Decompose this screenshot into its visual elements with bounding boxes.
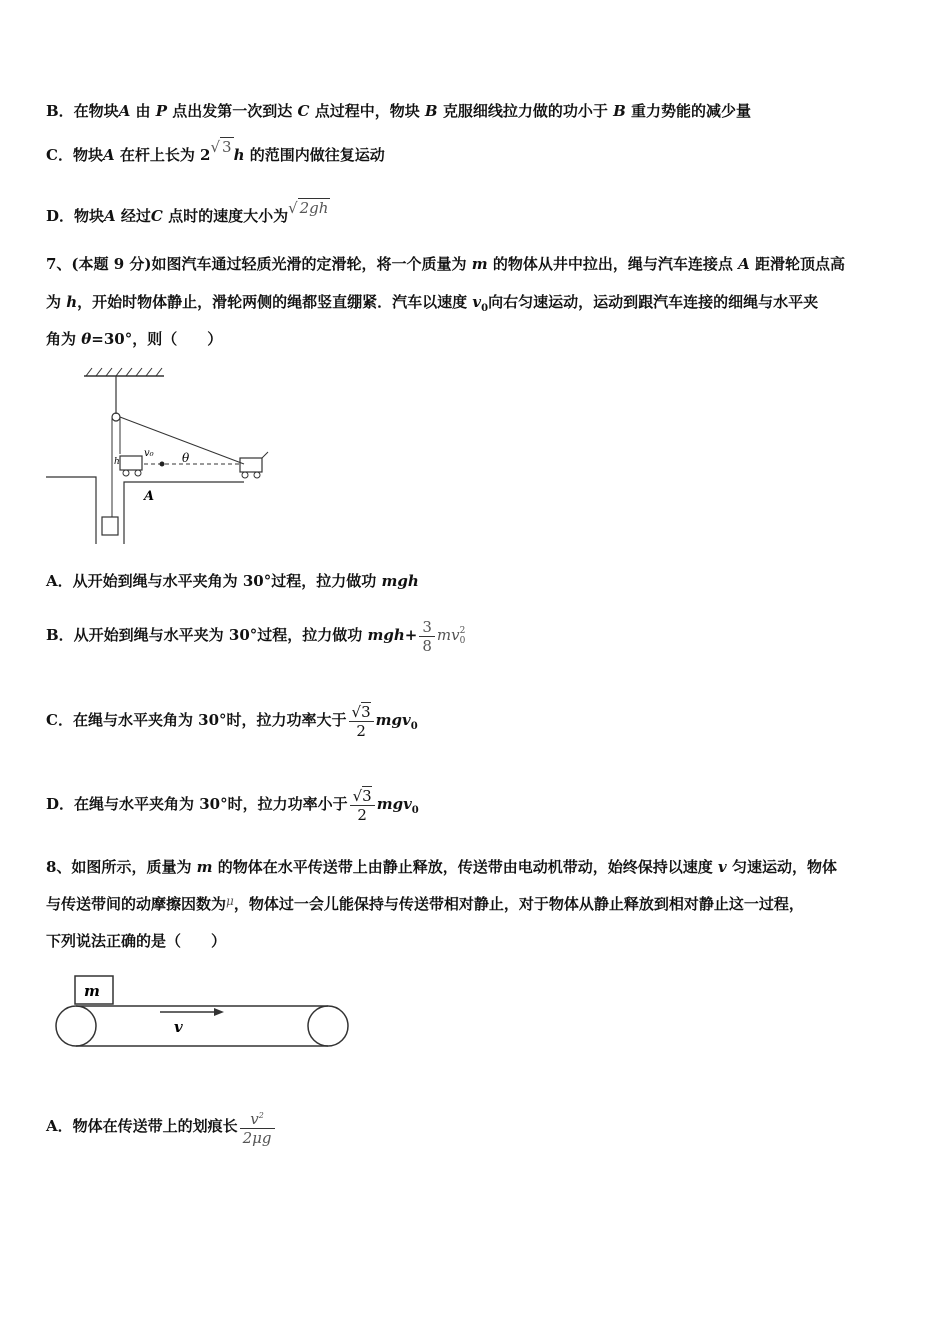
q6-option-c: C．物块A 在杆上长为 2√ 3 h 的范围内做往复运动 bbox=[46, 138, 385, 164]
fig-label-h: h bbox=[114, 457, 120, 467]
q7-stem-line2: 为 h，开始时物体静止，滑轮两侧的绳都竖直绷紧．汽车以速度 $v_0$向右匀速运动，运动到跟汽车连接的细绳与水平夹 bbox=[46, 293, 819, 314]
q7-option-c: C．在绳与水平夹角为 30°时，拉力功率大于 $\frac{√3}{2}$ mgv$_0$ bbox=[46, 702, 418, 740]
fig-label-theta: θ bbox=[182, 451, 190, 465]
q8-stem-line2: 与传送带间的动摩擦因数为$^\mu$，物体过一会儿能保持与传送带相对静止，对于物体从静止释放到相对静止这一过程， bbox=[46, 894, 804, 913]
q8-figure bbox=[52, 972, 354, 1050]
q8-stem-line1: 8、如图所示，质量为 m 的物体在水平传送带上由静止释放，传送带由电动机带动，始终保持以速度 v 匀速运动，物体 bbox=[46, 858, 837, 876]
q8-stem-line3: 下列说法正确的是（ ） bbox=[46, 932, 227, 950]
q7-stem-line1: 7、(本题 9 分)如图汽车通过轻质光滑的定滑轮，将一个质量为 m 的物体从井中拉出，绳与汽车连接点 A 距滑轮顶点高 bbox=[46, 255, 845, 273]
fig-label-A: A bbox=[144, 489, 155, 504]
fig-label-v: v bbox=[174, 1018, 183, 1036]
fig-label-m: m bbox=[84, 982, 100, 1000]
sqrt-symbol: √ 3 bbox=[210, 138, 232, 156]
q7-option-a: A．从开始到绳与水平夹角为 30°过程，拉力做功 mgh bbox=[46, 572, 419, 590]
q8-option-a: A．物体在传送带上的划痕长 $\frac{v^2}{2\mu g}$ bbox=[46, 1098, 277, 1154]
q7-option-d: D．在绳与水平夹角为 30°时，拉力功率小于 $\frac{√3}{2}$ mgv$_0$ bbox=[46, 786, 419, 824]
q6-option-d: D．物块A 经过C 点时的速度大小为√ 2gh bbox=[46, 199, 329, 225]
q7-figure bbox=[44, 362, 284, 552]
q7-option-b: B．从开始到绳与水平夹为 30°过程，拉力做功 mgh+ $\frac{3}{8}$ mv 2 0 bbox=[46, 617, 466, 655]
q6-option-b: B．在物块A 由 P 点出发第一次到达 C 点过程中，物块 B 克服细线拉力做的功小于 B 重力势能的减少量 bbox=[46, 102, 751, 120]
fig-label-v0: v₀ bbox=[144, 448, 154, 459]
sqrt-symbol: √ 2gh bbox=[288, 199, 329, 217]
q7-stem-line3: 角为 θ=30°，则（ ） bbox=[46, 330, 223, 348]
